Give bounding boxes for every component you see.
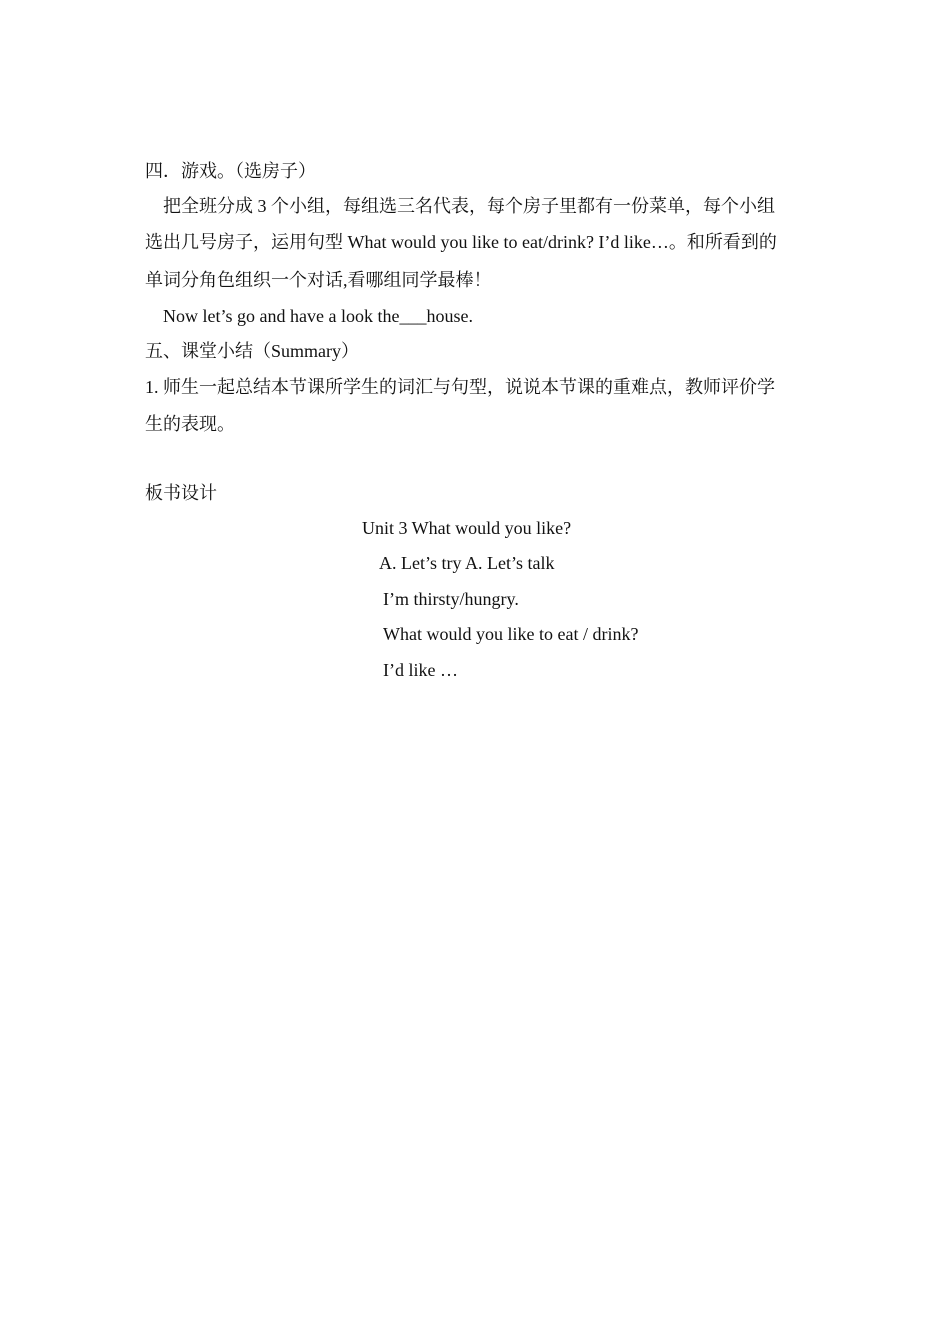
- board-line-2: What would you like to eat / drink?: [383, 624, 639, 644]
- game-paragraph-line-2: 选出几号房子，运用句型 What would you like to eat/drink? I’d like…。和所看到的: [145, 232, 777, 252]
- game-heading: 四．游戏。（选房子）: [145, 161, 316, 181]
- game-paragraph-line-3: 单词分角色组织一个对话,看哪组同学最棒！: [145, 270, 492, 290]
- game-paragraph-line-1: 把全班分成 3 个小组，每组选三名代表，每个房子里都有一份菜单，每个小组: [163, 196, 775, 216]
- board-design-heading: 板书设计: [145, 483, 217, 503]
- summary-item-line-2: 生的表现。: [145, 414, 235, 434]
- summary-item-line-1: 1. 师生一起总结本节课所学生的词汇与句型，说说本节课的重难点，教师评价学: [145, 377, 775, 397]
- board-subtitle: A. Let’s try A. Let’s talk: [379, 553, 555, 573]
- summary-heading: 五、课堂小结（Summary）: [145, 341, 359, 361]
- game-prompt: Now let’s go and have a look the___house.: [163, 306, 473, 326]
- board-line-3: I’d like …: [383, 660, 458, 680]
- board-line-1: I’m thirsty/hungry.: [383, 589, 519, 609]
- board-title: Unit 3 What would you like?: [362, 518, 572, 538]
